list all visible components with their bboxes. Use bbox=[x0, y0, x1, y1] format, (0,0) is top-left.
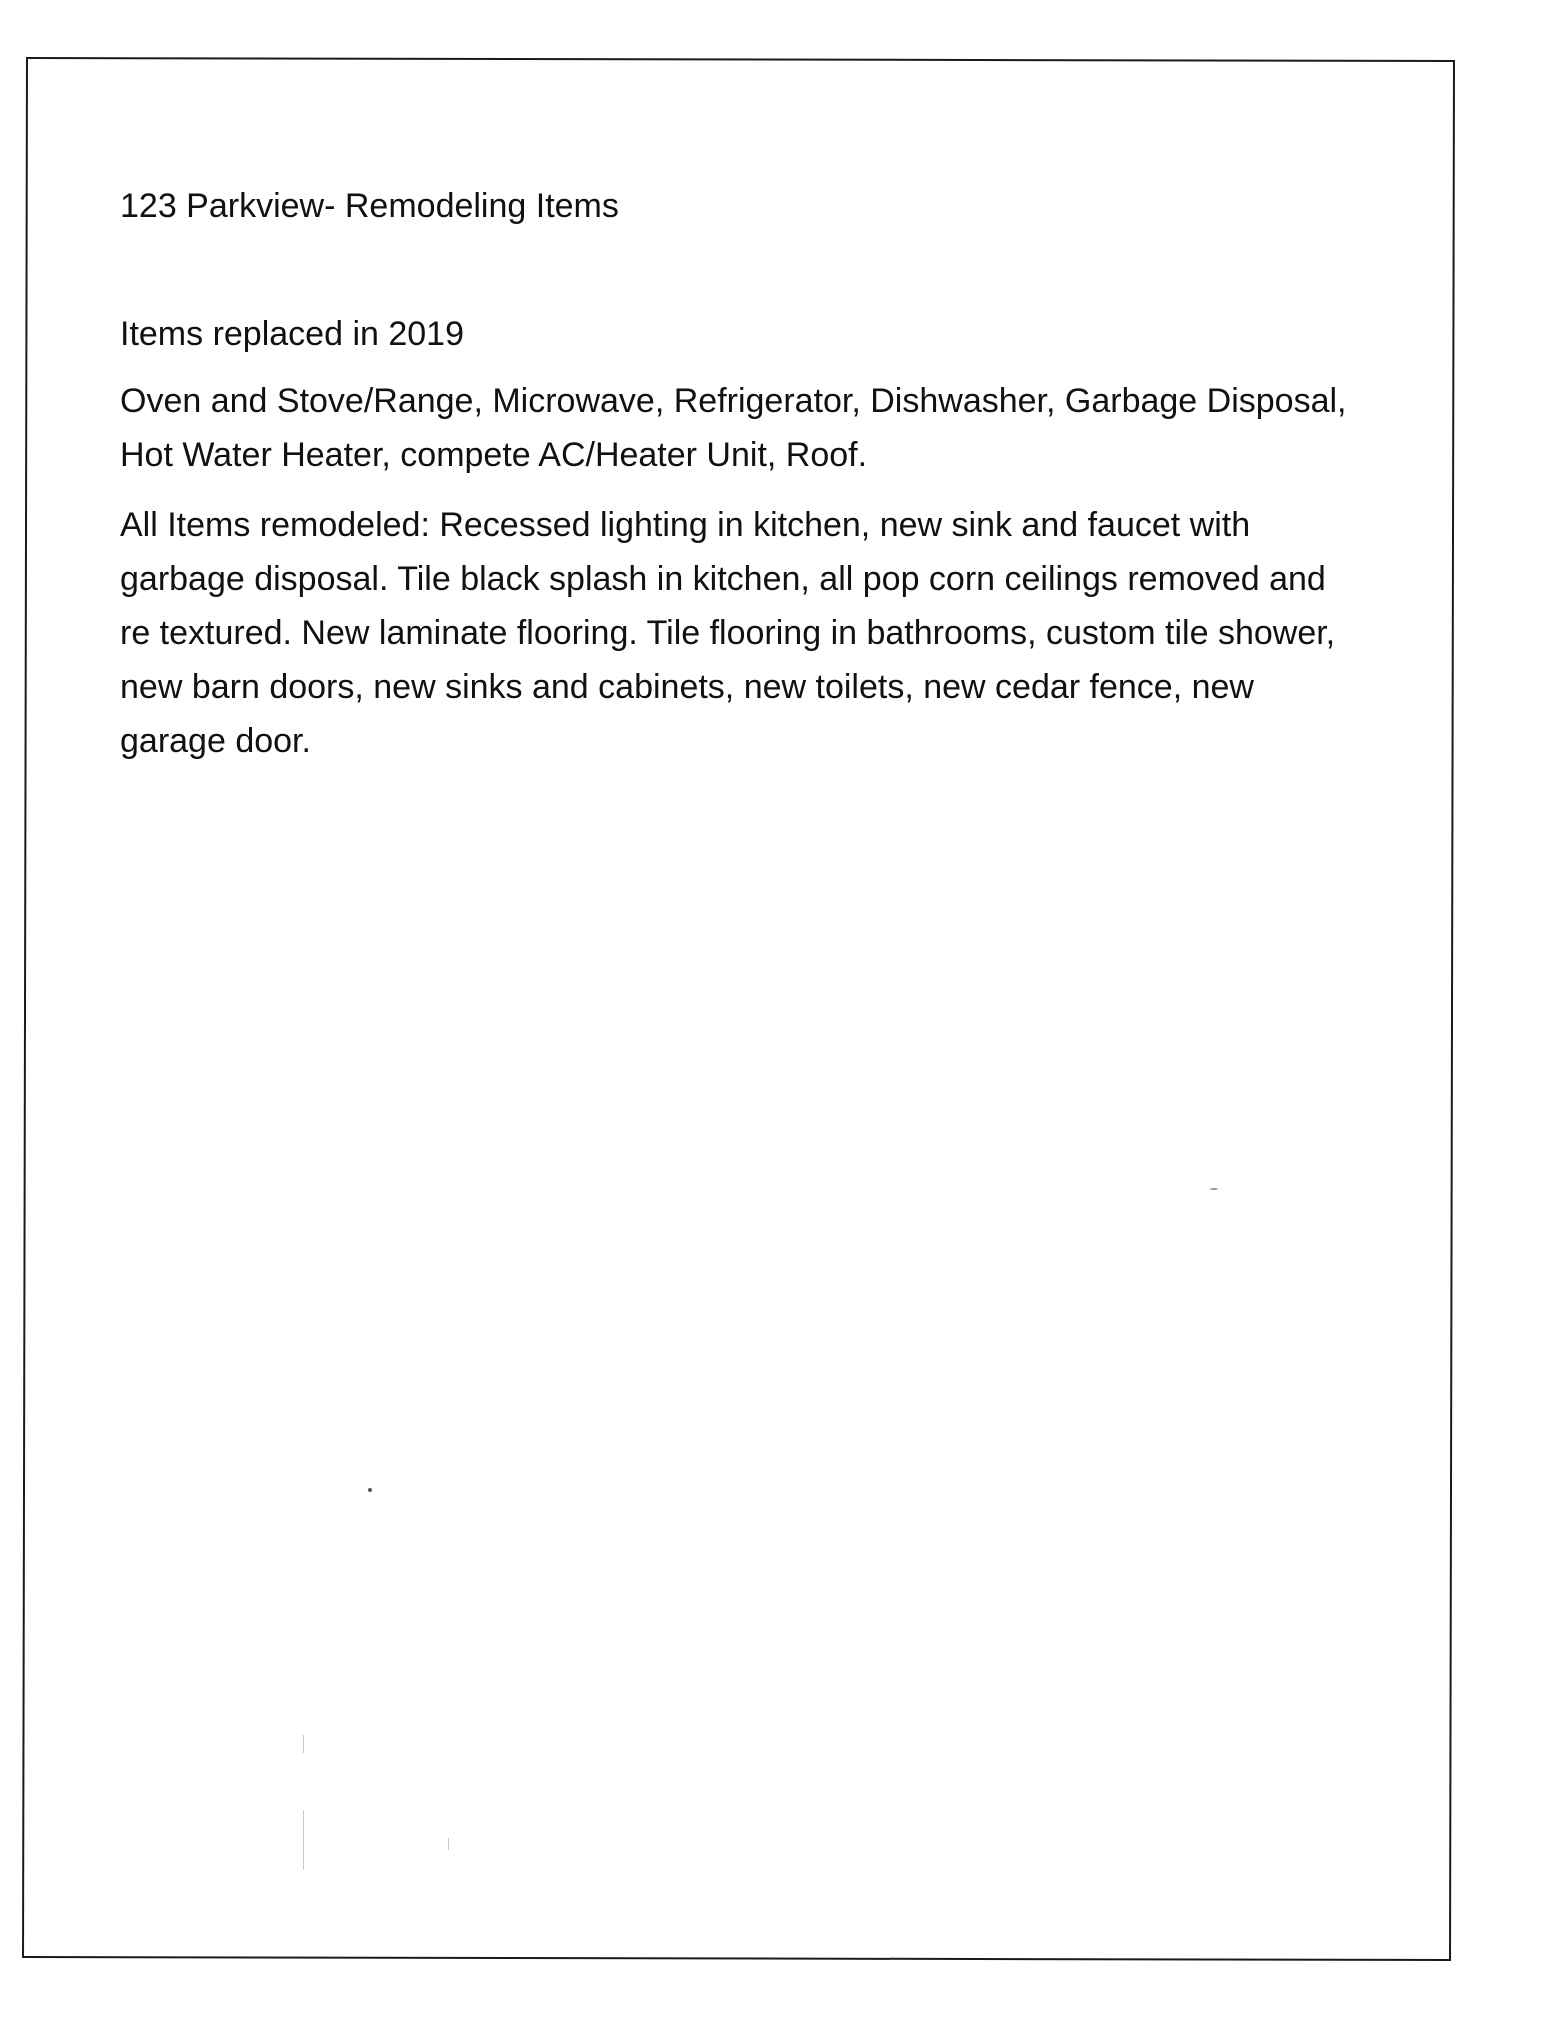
scan-speck bbox=[1210, 1188, 1218, 1190]
document-content bbox=[120, 180, 1350, 784]
scan-artifact-line bbox=[448, 1838, 449, 1850]
scan-speck bbox=[368, 1488, 372, 1492]
remodeled-items-paragraph: All Items remodeled: Recessed lighting in kitchen, new sink and faucet with garbage disposal. Tile black splash in kitchen, all pop corn ceilings removed and re textured. New laminate flooring. Tile flooring in bathrooms, custom tile shower, new barn doors, new sinks and cabinets, new toilets, new cedar fence, new garage door. bbox=[120, 506, 1336, 760]
document-title: 123 Parkview- Remodeling Items bbox=[120, 187, 619, 225]
replaced-items-paragraph: Oven and Stove/Range, Microwave, Refrigerator, Dishwasher, Garbage Disposal, Hot Water Heater, compete AC/Heater Unit, Roof. bbox=[120, 382, 1347, 474]
section-heading-replaced-2019: Items replaced in 2019 bbox=[120, 315, 464, 353]
scan-artifact-line bbox=[303, 1735, 304, 1753]
scan-artifact-line bbox=[303, 1810, 304, 1870]
